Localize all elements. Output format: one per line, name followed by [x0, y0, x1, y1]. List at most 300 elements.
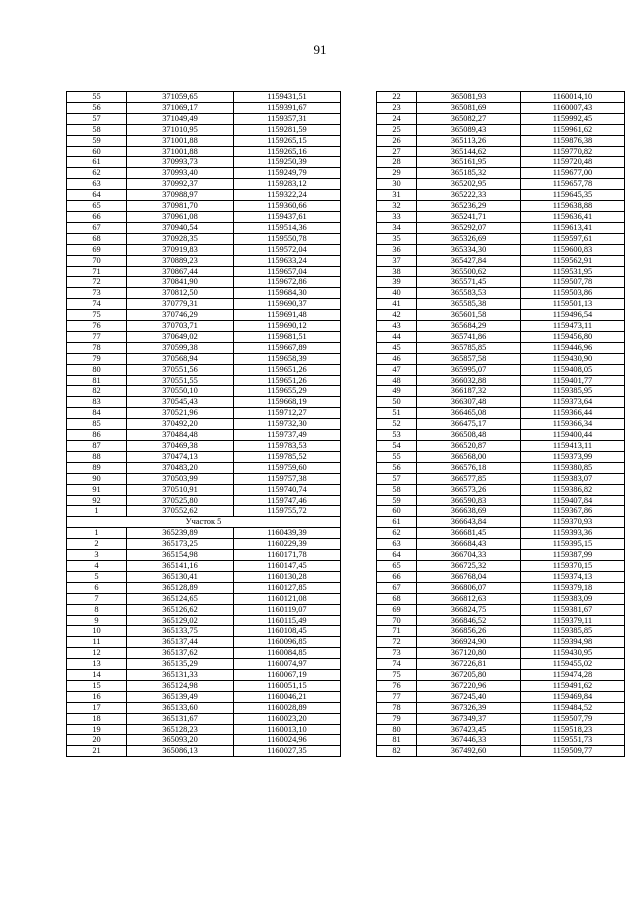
- table-row: [67, 201, 341, 212]
- y-coordinate-cell: 1159759,60: [234, 462, 341, 473]
- point-number-cell: 78: [67, 342, 127, 353]
- x-coordinate-cell: 366307,48: [417, 397, 521, 408]
- y-coordinate-cell: 1159283,12: [234, 179, 341, 190]
- table-row: [67, 604, 341, 615]
- table-row: [377, 255, 625, 266]
- x-coordinate-cell: 366768,04: [417, 571, 521, 582]
- y-coordinate-cell: 1160171,78: [234, 550, 341, 561]
- table-row: [67, 441, 341, 452]
- point-number-cell: 87: [67, 441, 127, 452]
- y-coordinate-cell: 1159732,30: [234, 419, 341, 430]
- point-number-cell: 85: [67, 419, 127, 430]
- y-coordinate-cell: 1159658,39: [234, 353, 341, 364]
- x-coordinate-cell: 365144,62: [417, 146, 521, 157]
- coordinates-table-left: [66, 91, 341, 757]
- table-row: [377, 560, 625, 571]
- table-row: [67, 353, 341, 364]
- y-coordinate-cell: 1159638,88: [521, 201, 625, 212]
- point-number-cell: 75: [67, 310, 127, 321]
- x-coordinate-cell: 370812,50: [127, 288, 234, 299]
- x-coordinate-cell: 365126,62: [127, 604, 234, 615]
- point-number-cell: 30: [377, 179, 417, 190]
- y-coordinate-cell: 1159366,44: [521, 408, 625, 419]
- point-number-cell: 42: [377, 310, 417, 321]
- y-coordinate-cell: 1160439,39: [234, 528, 341, 539]
- y-coordinate-cell: 1159373,99: [521, 451, 625, 462]
- y-coordinate-cell: 1159668,19: [234, 397, 341, 408]
- table-row: [377, 92, 625, 103]
- y-coordinate-cell: 1159690,12: [234, 321, 341, 332]
- table-row: [67, 179, 341, 190]
- y-coordinate-cell: 1159395,15: [521, 539, 625, 550]
- table-row: [377, 528, 625, 539]
- x-coordinate-cell: 366577,85: [417, 473, 521, 484]
- x-coordinate-cell: 366824,75: [417, 604, 521, 615]
- y-coordinate-cell: 1159507,79: [521, 713, 625, 724]
- point-number-cell: 48: [377, 375, 417, 386]
- y-coordinate-cell: 1159380,85: [521, 462, 625, 473]
- x-coordinate-cell: 365236,29: [417, 201, 521, 212]
- point-number-cell: 77: [67, 331, 127, 342]
- y-coordinate-cell: 1159785,52: [234, 451, 341, 462]
- y-coordinate-cell: 1159265,15: [234, 135, 341, 146]
- x-coordinate-cell: 365222,33: [417, 190, 521, 201]
- y-coordinate-cell: 1159446,96: [521, 342, 625, 353]
- point-number-cell: 76: [377, 680, 417, 691]
- point-number-cell: 15: [67, 680, 127, 691]
- x-coordinate-cell: 366806,07: [417, 582, 521, 593]
- x-coordinate-cell: 366520,87: [417, 441, 521, 452]
- x-coordinate-cell: 365137,44: [127, 637, 234, 648]
- point-number-cell: 11: [67, 637, 127, 648]
- y-coordinate-cell: 1159613,41: [521, 222, 625, 233]
- y-coordinate-cell: 1159992,45: [521, 113, 625, 124]
- x-coordinate-cell: 365857,58: [417, 353, 521, 364]
- x-coordinate-cell: 365082,27: [417, 113, 521, 124]
- y-coordinate-cell: 1159651,26: [234, 364, 341, 375]
- x-coordinate-cell: 370961,08: [127, 211, 234, 222]
- x-coordinate-cell: 366032,88: [417, 375, 521, 386]
- x-coordinate-cell: 370993,73: [127, 157, 234, 168]
- table-row: [67, 571, 341, 582]
- x-coordinate-cell: 365093,20: [127, 735, 234, 746]
- point-number-cell: 7: [67, 593, 127, 604]
- table-row: [377, 506, 625, 517]
- x-coordinate-cell: 365141,16: [127, 560, 234, 571]
- x-coordinate-cell: 370551,56: [127, 364, 234, 375]
- point-number-cell: 76: [67, 321, 127, 332]
- x-coordinate-cell: 365571,45: [417, 277, 521, 288]
- y-coordinate-cell: 1159386,82: [521, 484, 625, 495]
- table-row: [377, 441, 625, 452]
- table-row: [67, 255, 341, 266]
- table-row: [67, 299, 341, 310]
- y-coordinate-cell: 1159961,62: [521, 124, 625, 135]
- x-coordinate-cell: 370474,13: [127, 451, 234, 462]
- y-coordinate-cell: 1159655,29: [234, 386, 341, 397]
- x-coordinate-cell: 370483,20: [127, 462, 234, 473]
- x-coordinate-cell: 370492,20: [127, 419, 234, 430]
- y-coordinate-cell: 1159677,00: [521, 168, 625, 179]
- x-coordinate-cell: 371001,88: [127, 146, 234, 157]
- y-coordinate-cell: 1159633,24: [234, 255, 341, 266]
- point-number-cell: 40: [377, 288, 417, 299]
- x-coordinate-cell: 370703,71: [127, 321, 234, 332]
- table-row: [67, 495, 341, 506]
- table-row: [67, 746, 341, 757]
- x-coordinate-cell: 370993,40: [127, 168, 234, 179]
- x-coordinate-cell: 365684,29: [417, 321, 521, 332]
- x-coordinate-cell: 370484,48: [127, 430, 234, 441]
- y-coordinate-cell: 1160127,85: [234, 582, 341, 593]
- point-number-cell: 17: [67, 702, 127, 713]
- table-row: [377, 201, 625, 212]
- x-coordinate-cell: 366846,52: [417, 615, 521, 626]
- x-coordinate-cell: 367205,80: [417, 670, 521, 681]
- table-row: [67, 222, 341, 233]
- table-row: [377, 670, 625, 681]
- x-coordinate-cell: 365239,89: [127, 528, 234, 539]
- table-row: [67, 211, 341, 222]
- table-row: [67, 266, 341, 277]
- y-coordinate-cell: 1160014,10: [521, 92, 625, 103]
- table-row: [67, 386, 341, 397]
- table-row: [67, 135, 341, 146]
- x-coordinate-cell: 370992,37: [127, 179, 234, 190]
- table-row: [377, 659, 625, 670]
- point-number-cell: 43: [377, 321, 417, 332]
- x-coordinate-cell: 365161,95: [417, 157, 521, 168]
- x-coordinate-cell: 365292,07: [417, 222, 521, 233]
- x-coordinate-cell: 365113,26: [417, 135, 521, 146]
- y-coordinate-cell: 1159473,11: [521, 321, 625, 332]
- table-row: [67, 397, 341, 408]
- table-row: [67, 288, 341, 299]
- table-row: [67, 724, 341, 735]
- x-coordinate-cell: 365124,65: [127, 593, 234, 604]
- y-coordinate-cell: 1159690,37: [234, 299, 341, 310]
- y-coordinate-cell: 1159672,86: [234, 277, 341, 288]
- x-coordinate-cell: 365086,13: [127, 746, 234, 757]
- table-row: [377, 680, 625, 691]
- table-row: [67, 233, 341, 244]
- y-coordinate-cell: 1160147,45: [234, 560, 341, 571]
- point-number-cell: 3: [67, 550, 127, 561]
- table-row: [67, 408, 341, 419]
- x-coordinate-cell: 366704,33: [417, 550, 521, 561]
- y-coordinate-cell: 1159367,86: [521, 506, 625, 517]
- y-coordinate-cell: 1160013,10: [234, 724, 341, 735]
- x-coordinate-cell: 370928,35: [127, 233, 234, 244]
- x-coordinate-cell: 366684,43: [417, 539, 521, 550]
- table-row: [67, 528, 341, 539]
- table-row: [377, 222, 625, 233]
- y-coordinate-cell: 1159407,84: [521, 495, 625, 506]
- table-row: [377, 102, 625, 113]
- x-coordinate-cell: 366590,83: [417, 495, 521, 506]
- x-coordinate-cell: 365081,93: [417, 92, 521, 103]
- point-number-cell: 10: [67, 626, 127, 637]
- point-number-cell: 71: [377, 626, 417, 637]
- y-coordinate-cell: 1159720,48: [521, 157, 625, 168]
- point-number-cell: 72: [67, 277, 127, 288]
- table-row: [67, 593, 341, 604]
- table-row: [377, 746, 625, 757]
- point-number-cell: 31: [377, 190, 417, 201]
- table-row: [377, 582, 625, 593]
- point-number-cell: 24: [377, 113, 417, 124]
- x-coordinate-cell: 370469,38: [127, 441, 234, 452]
- table-row: [377, 462, 625, 473]
- x-coordinate-cell: 370545,43: [127, 397, 234, 408]
- point-number-cell: 27: [377, 146, 417, 157]
- point-number-cell: 8: [67, 604, 127, 615]
- x-coordinate-cell: 371010,95: [127, 124, 234, 135]
- point-number-cell: 36: [377, 244, 417, 255]
- point-number-cell: 72: [377, 637, 417, 648]
- x-coordinate-cell: 365124,98: [127, 680, 234, 691]
- x-coordinate-cell: 365202,95: [417, 179, 521, 190]
- table-row: [377, 321, 625, 332]
- y-coordinate-cell: 1159437,61: [234, 211, 341, 222]
- table-row: [377, 168, 625, 179]
- point-number-cell: 47: [377, 364, 417, 375]
- x-coordinate-cell: 365154,98: [127, 550, 234, 561]
- y-coordinate-cell: 1159385,95: [521, 386, 625, 397]
- x-coordinate-cell: 365133,75: [127, 626, 234, 637]
- point-number-cell: 29: [377, 168, 417, 179]
- point-number-cell: 65: [67, 201, 127, 212]
- table-row: [377, 331, 625, 342]
- section-title: Участок 5: [67, 517, 341, 528]
- y-coordinate-cell: 1159684,30: [234, 288, 341, 299]
- x-coordinate-cell: 370779,31: [127, 299, 234, 310]
- point-number-cell: 80: [67, 364, 127, 375]
- table-row: [67, 331, 341, 342]
- table-row: [67, 648, 341, 659]
- y-coordinate-cell: 1160067,19: [234, 670, 341, 681]
- x-coordinate-cell: 370599,38: [127, 342, 234, 353]
- y-coordinate-cell: 1159455,02: [521, 659, 625, 670]
- point-number-cell: 32: [377, 201, 417, 212]
- y-coordinate-cell: 1160121,08: [234, 593, 341, 604]
- y-coordinate-cell: 1159431,51: [234, 92, 341, 103]
- point-number-cell: 79: [377, 713, 417, 724]
- x-coordinate-cell: 365500,62: [417, 266, 521, 277]
- y-coordinate-cell: 1159265,16: [234, 146, 341, 157]
- y-coordinate-cell: 1159373,64: [521, 397, 625, 408]
- point-number-cell: 50: [377, 397, 417, 408]
- point-number-cell: 64: [67, 190, 127, 201]
- table-row: [377, 702, 625, 713]
- point-number-cell: 59: [377, 495, 417, 506]
- y-coordinate-cell: 1159383,07: [521, 473, 625, 484]
- x-coordinate-cell: 370867,44: [127, 266, 234, 277]
- table-row: [377, 233, 625, 244]
- point-number-cell: 82: [377, 746, 417, 757]
- table-row: [377, 375, 625, 386]
- y-coordinate-cell: 1159474,28: [521, 670, 625, 681]
- point-number-cell: 21: [67, 746, 127, 757]
- table-row: [67, 582, 341, 593]
- x-coordinate-cell: 370525,80: [127, 495, 234, 506]
- point-number-cell: 25: [377, 124, 417, 135]
- point-number-cell: 75: [377, 670, 417, 681]
- point-number-cell: 55: [67, 92, 127, 103]
- x-coordinate-cell: 370550,10: [127, 386, 234, 397]
- y-coordinate-cell: 1159770,82: [521, 146, 625, 157]
- table-row: [67, 735, 341, 746]
- point-number-cell: 49: [377, 386, 417, 397]
- table-row: [67, 277, 341, 288]
- x-coordinate-cell: 366638,69: [417, 506, 521, 517]
- point-number-cell: 86: [67, 430, 127, 441]
- coordinates-table-right: [376, 91, 625, 757]
- table-row: [67, 659, 341, 670]
- x-coordinate-cell: 365995,07: [417, 364, 521, 375]
- y-coordinate-cell: 1159636,41: [521, 211, 625, 222]
- table-row: [377, 113, 625, 124]
- x-coordinate-cell: 367120,80: [417, 648, 521, 659]
- x-coordinate-cell: 370521,96: [127, 408, 234, 419]
- table-row: [377, 495, 625, 506]
- x-coordinate-cell: 371069,17: [127, 102, 234, 113]
- x-coordinate-cell: 370503,99: [127, 473, 234, 484]
- x-coordinate-cell: 370981,70: [127, 201, 234, 212]
- y-coordinate-cell: 1159394,98: [521, 637, 625, 648]
- x-coordinate-cell: 365139,49: [127, 691, 234, 702]
- point-number-cell: 33: [377, 211, 417, 222]
- table-row: [377, 353, 625, 364]
- x-coordinate-cell: 370940,54: [127, 222, 234, 233]
- y-coordinate-cell: 1159391,67: [234, 102, 341, 113]
- table-row: [377, 157, 625, 168]
- table-row: [377, 713, 625, 724]
- point-number-cell: 57: [377, 473, 417, 484]
- y-coordinate-cell: 1160108,45: [234, 626, 341, 637]
- table-row: [377, 724, 625, 735]
- point-number-cell: 88: [67, 451, 127, 462]
- x-coordinate-cell: 365601,58: [417, 310, 521, 321]
- y-coordinate-cell: 1159514,36: [234, 222, 341, 233]
- point-number-cell: 89: [67, 462, 127, 473]
- point-number-cell: 62: [377, 528, 417, 539]
- x-coordinate-cell: 365133,60: [127, 702, 234, 713]
- y-coordinate-cell: 1160024,96: [234, 735, 341, 746]
- point-number-cell: 34: [377, 222, 417, 233]
- point-number-cell: 9: [67, 615, 127, 626]
- point-number-cell: 37: [377, 255, 417, 266]
- x-coordinate-cell: 365326,69: [417, 233, 521, 244]
- table-row: [377, 473, 625, 484]
- y-coordinate-cell: 1159737,49: [234, 430, 341, 441]
- table-row: [67, 310, 341, 321]
- table-row: [377, 244, 625, 255]
- x-coordinate-cell: 367423,45: [417, 724, 521, 735]
- point-number-cell: 73: [67, 288, 127, 299]
- x-coordinate-cell: 366681,45: [417, 528, 521, 539]
- table-row: [67, 680, 341, 691]
- y-coordinate-cell: 1159712,27: [234, 408, 341, 419]
- point-number-cell: 61: [377, 517, 417, 528]
- table-row: [67, 92, 341, 103]
- x-coordinate-cell: 365185,32: [417, 168, 521, 179]
- table-row: [67, 430, 341, 441]
- y-coordinate-cell: 1159469,84: [521, 691, 625, 702]
- x-coordinate-cell: 365131,33: [127, 670, 234, 681]
- table-row: [67, 702, 341, 713]
- point-number-cell: 69: [377, 604, 417, 615]
- x-coordinate-cell: 366187,32: [417, 386, 521, 397]
- y-coordinate-cell: 1159691,48: [234, 310, 341, 321]
- y-coordinate-cell: 1160096,85: [234, 637, 341, 648]
- x-coordinate-cell: 370568,94: [127, 353, 234, 364]
- y-coordinate-cell: 1159249,79: [234, 168, 341, 179]
- point-number-cell: 58: [67, 124, 127, 135]
- x-coordinate-cell: 365585,38: [417, 299, 521, 310]
- x-coordinate-cell: 365741,86: [417, 331, 521, 342]
- y-coordinate-cell: 1159740,74: [234, 484, 341, 495]
- table-row: [377, 408, 625, 419]
- table-row: [67, 473, 341, 484]
- x-coordinate-cell: 365785,85: [417, 342, 521, 353]
- point-number-cell: 84: [67, 408, 127, 419]
- point-number-cell: 14: [67, 670, 127, 681]
- table-row: [377, 593, 625, 604]
- table-row: [377, 211, 625, 222]
- table-row: [377, 124, 625, 135]
- point-number-cell: 59: [67, 135, 127, 146]
- point-number-cell: 1: [67, 528, 127, 539]
- point-number-cell: 56: [67, 102, 127, 113]
- x-coordinate-cell: 367446,33: [417, 735, 521, 746]
- y-coordinate-cell: 1159385,85: [521, 626, 625, 637]
- y-coordinate-cell: 1159600,83: [521, 244, 625, 255]
- y-coordinate-cell: 1160051,15: [234, 680, 341, 691]
- table-row: [377, 626, 625, 637]
- y-coordinate-cell: 1159374,13: [521, 571, 625, 582]
- x-coordinate-cell: 366725,32: [417, 560, 521, 571]
- table-row: [377, 615, 625, 626]
- y-coordinate-cell: 1159357,31: [234, 113, 341, 124]
- point-number-cell: 54: [377, 441, 417, 452]
- point-number-cell: 58: [377, 484, 417, 495]
- y-coordinate-cell: 1159381,67: [521, 604, 625, 615]
- y-coordinate-cell: 1159531,95: [521, 266, 625, 277]
- x-coordinate-cell: 366568,00: [417, 451, 521, 462]
- x-coordinate-cell: 365173,25: [127, 539, 234, 550]
- x-coordinate-cell: 366475,17: [417, 419, 521, 430]
- point-number-cell: 55: [377, 451, 417, 462]
- point-number-cell: 73: [377, 648, 417, 659]
- table-row: [377, 190, 625, 201]
- x-coordinate-cell: 371049,49: [127, 113, 234, 124]
- point-number-cell: 13: [67, 659, 127, 670]
- table-row: [377, 310, 625, 321]
- y-coordinate-cell: 1160119,07: [234, 604, 341, 615]
- y-coordinate-cell: 1159430,95: [521, 648, 625, 659]
- table-row: [67, 113, 341, 124]
- point-number-cell: 81: [67, 375, 127, 386]
- point-number-cell: 28: [377, 157, 417, 168]
- point-number-cell: 4: [67, 560, 127, 571]
- table-row: [377, 604, 625, 615]
- point-number-cell: 71: [67, 266, 127, 277]
- point-number-cell: 82: [67, 386, 127, 397]
- table-row: [377, 288, 625, 299]
- page-number: 91: [313, 42, 327, 57]
- point-number-cell: 60: [377, 506, 417, 517]
